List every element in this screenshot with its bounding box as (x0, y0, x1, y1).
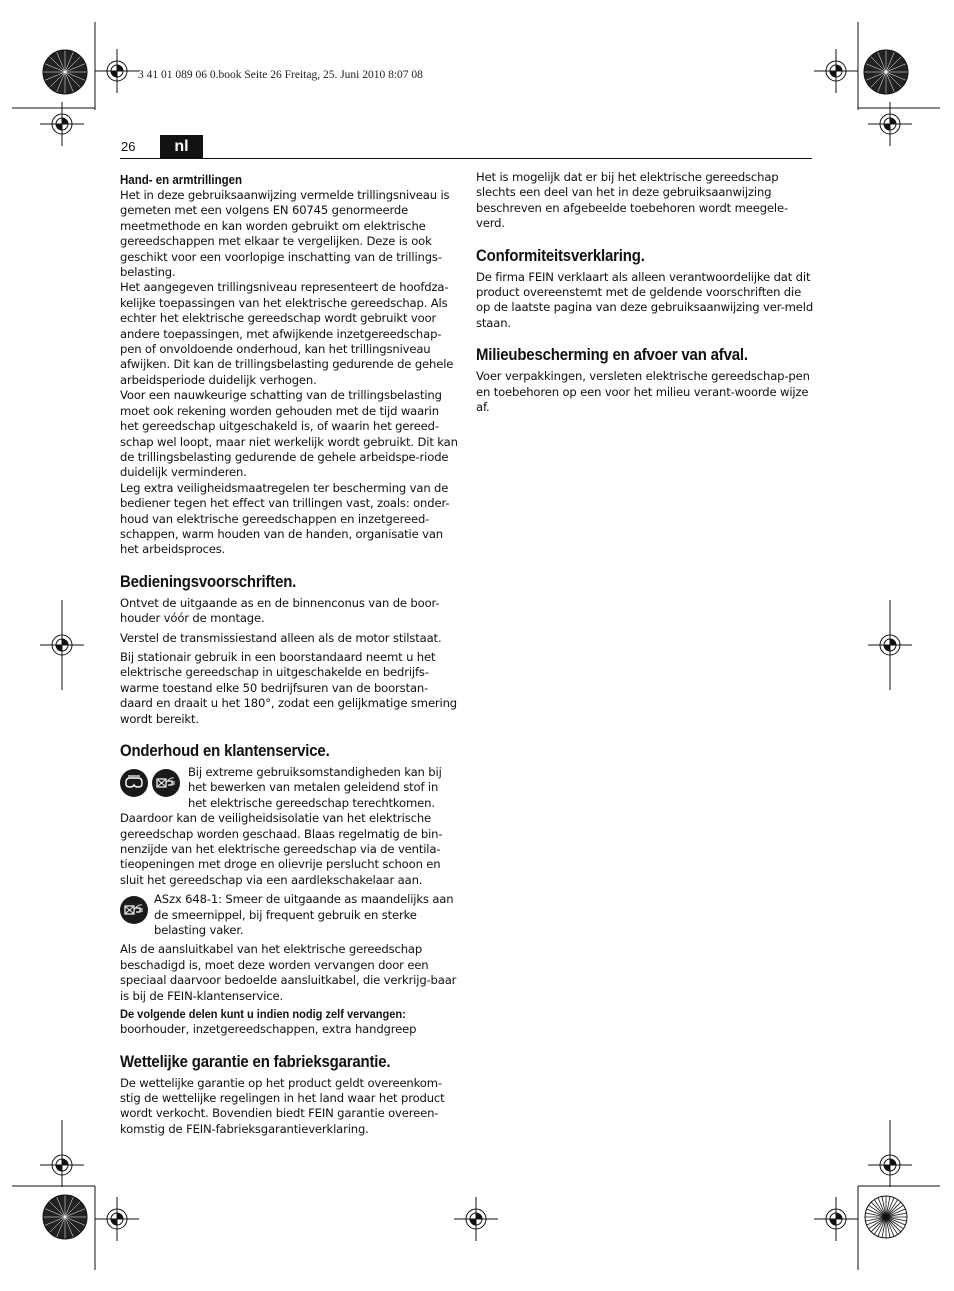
environment-heading: Milieubescherming en afvoer van afval. (476, 345, 748, 365)
vibration-paragraph-2: Het aangegeven trillingsniveau representeert de hoofdza-kelijke toepassingen van het elektrische gereedschap. Als echter het elektrische gereedschap wordt gebruikt voor andere toepassingen, met afwijkende inzetgereedschap-pen of onvoldoende onderhoud, kan het trillingsniveau afwijken. Dit kan de trillingsbelasting gedurende de gehele arbeidsperiode duidelijk verhogen. (120, 280, 454, 387)
language-tab: nl (160, 135, 203, 158)
replaceable-parts-label: De volgende delen kunt u indien nodig zelf vervangen: (120, 1007, 406, 1022)
environment-paragraph: Voer verpakkingen, versleten elektrische gereedschap-pen en toebehoren op een voor het milieu verant-woorde wijze af. (476, 369, 810, 415)
lubrication-paragraph: ASzx 648-1: Smeer de uitgaande as maandelijks aan de smeernippel, bij frequent gebruik en sterke belasting vaker. (154, 892, 454, 938)
right-column (476, 170, 814, 415)
unplug-tool-icon (120, 896, 148, 924)
operating-paragraph-1: Ontvet de uitgaande as en de binnenconus van de boor-houder vóór de montage. (120, 595, 440, 626)
operating-paragraph-3: Bij stationair gebruik in een boorstandaard neemt u het elektrische gereedschap in uitgeschakelde en bedrijfs-warme toestand elke 50 bedrijfsuren van de boorstan-daard en draait u het 180°, zodat een gelijkmatige smering wordt bereikt. (120, 649, 458, 726)
page-number: 26 (121, 139, 136, 154)
header-rule (120, 158, 812, 159)
vibration-heading: Hand- en armtrillingen (120, 173, 243, 187)
warranty-heading: Wettelijke garantie en fabrieksgarantie. (120, 1051, 391, 1071)
left-column (120, 170, 458, 1137)
replaceable-parts-list: boorhouder, inzetgereedschappen, extra handgreep (120, 1022, 417, 1037)
operating-heading: Bedieningsvoorschriften. (120, 571, 297, 591)
vibration-paragraph-4: Leg extra veiligheidsmaatregelen ter bescherming van de bediener tegen het effect van trillingen vast, zoals: onder-houd van elektrische gereedschappen en inzetgereed-schappen, warm houden van de handen, organisatie van het arbeidsproces. (120, 480, 450, 557)
warranty-paragraph: De wettelijke garantie op het product geldt overeenkom-stig de wettelijke regelingen in het land waar het product wordt verkocht. Bovendien biedt FEIN garantie overeen-komstig de FEIN-fabrieksgarantieverklaring. (120, 1075, 445, 1136)
maintenance-icon-row (120, 765, 458, 811)
accessories-note: Het is mogelijk dat er bij het elektrische gereedschap slechts een deel van het in deze gebruiksaanwijzing beschreven en afgebeelde toebehoren wordt meegele-verd. (476, 170, 788, 231)
maintenance-paragraph-2: Als de aansluitkabel van het elektrische gereedschap beschadigd is, moet deze worden vervangen door een speciaal daarvoor bedoelde aansluitkabel, die verkrijg-baar is bij de FEIN-klantenservice. (120, 942, 457, 1003)
lubrication-icon-row (120, 892, 458, 938)
maintenance-heading: Onderhoud en klantenservice. (120, 741, 330, 760)
safety-icons (120, 769, 180, 797)
vibration-paragraph-3: Voor een nauwkeurige schatting van de trillingsbelasting moet ook rekening worden gehouden met de tijd waarin het gereedschap uitgeschakeld is, of waarin het gereed-schap wel loopt, maar niet werkelijk wordt gebruikt. Dit kan de trillingsbelasting gedurende de gehele arbeidspe-riode duidelijk verminderen. (120, 388, 458, 480)
operating-paragraph-2: Verstel de transmissiestand alleen als de motor stilstaat. (120, 630, 442, 645)
conformity-paragraph: De firma FEIN verklaart als alleen verantwoordelijke dat dit product overeenstemt met de geldende voorschriften die op de laatste pagina van deze gebruiksaanwijzing ver-meld staan. (476, 269, 814, 330)
eye-protection-icon (120, 769, 148, 797)
maintenance-icon-paragraph: Bij extreme gebruiksomstandigheden kan bij het bewerken van metalen geleidend stof in het elektrische gereedschap terechtkomen. (188, 765, 442, 810)
conformity-heading: Conformiteitsverklaring. (476, 245, 645, 265)
lubrication-icon (120, 896, 148, 924)
print-info-line: 3 41 01 089 06 0.book Seite 26 Freitag, 25. Juni 2010 8:07 08 (138, 69, 423, 81)
maintenance-paragraph-1: Daardoor kan de veiligheidsisolatie van het elektrische gereedschap worden geschaad. Blaas regelmatig de bin-nenzijde van het elektrische gereedschap via de ventila-tieopeningen met droge en olievrije perslucht schoon en sluit het gereedschap via een aardlekschakelaar aan. (120, 811, 443, 887)
vibration-paragraph-1: Het in deze gebruiksaanwijzing vermelde trillingsniveau is gemeten met een volgens EN 60745 genormeerde meetmethode en kan worden gebruikt om elektrische gereedschappen met elkaar te vergelijken. Deze is ook geschikt voor een voorlopige inschatting van de trillings-belasting. (120, 188, 450, 280)
unplug-tool-icon (152, 769, 180, 797)
